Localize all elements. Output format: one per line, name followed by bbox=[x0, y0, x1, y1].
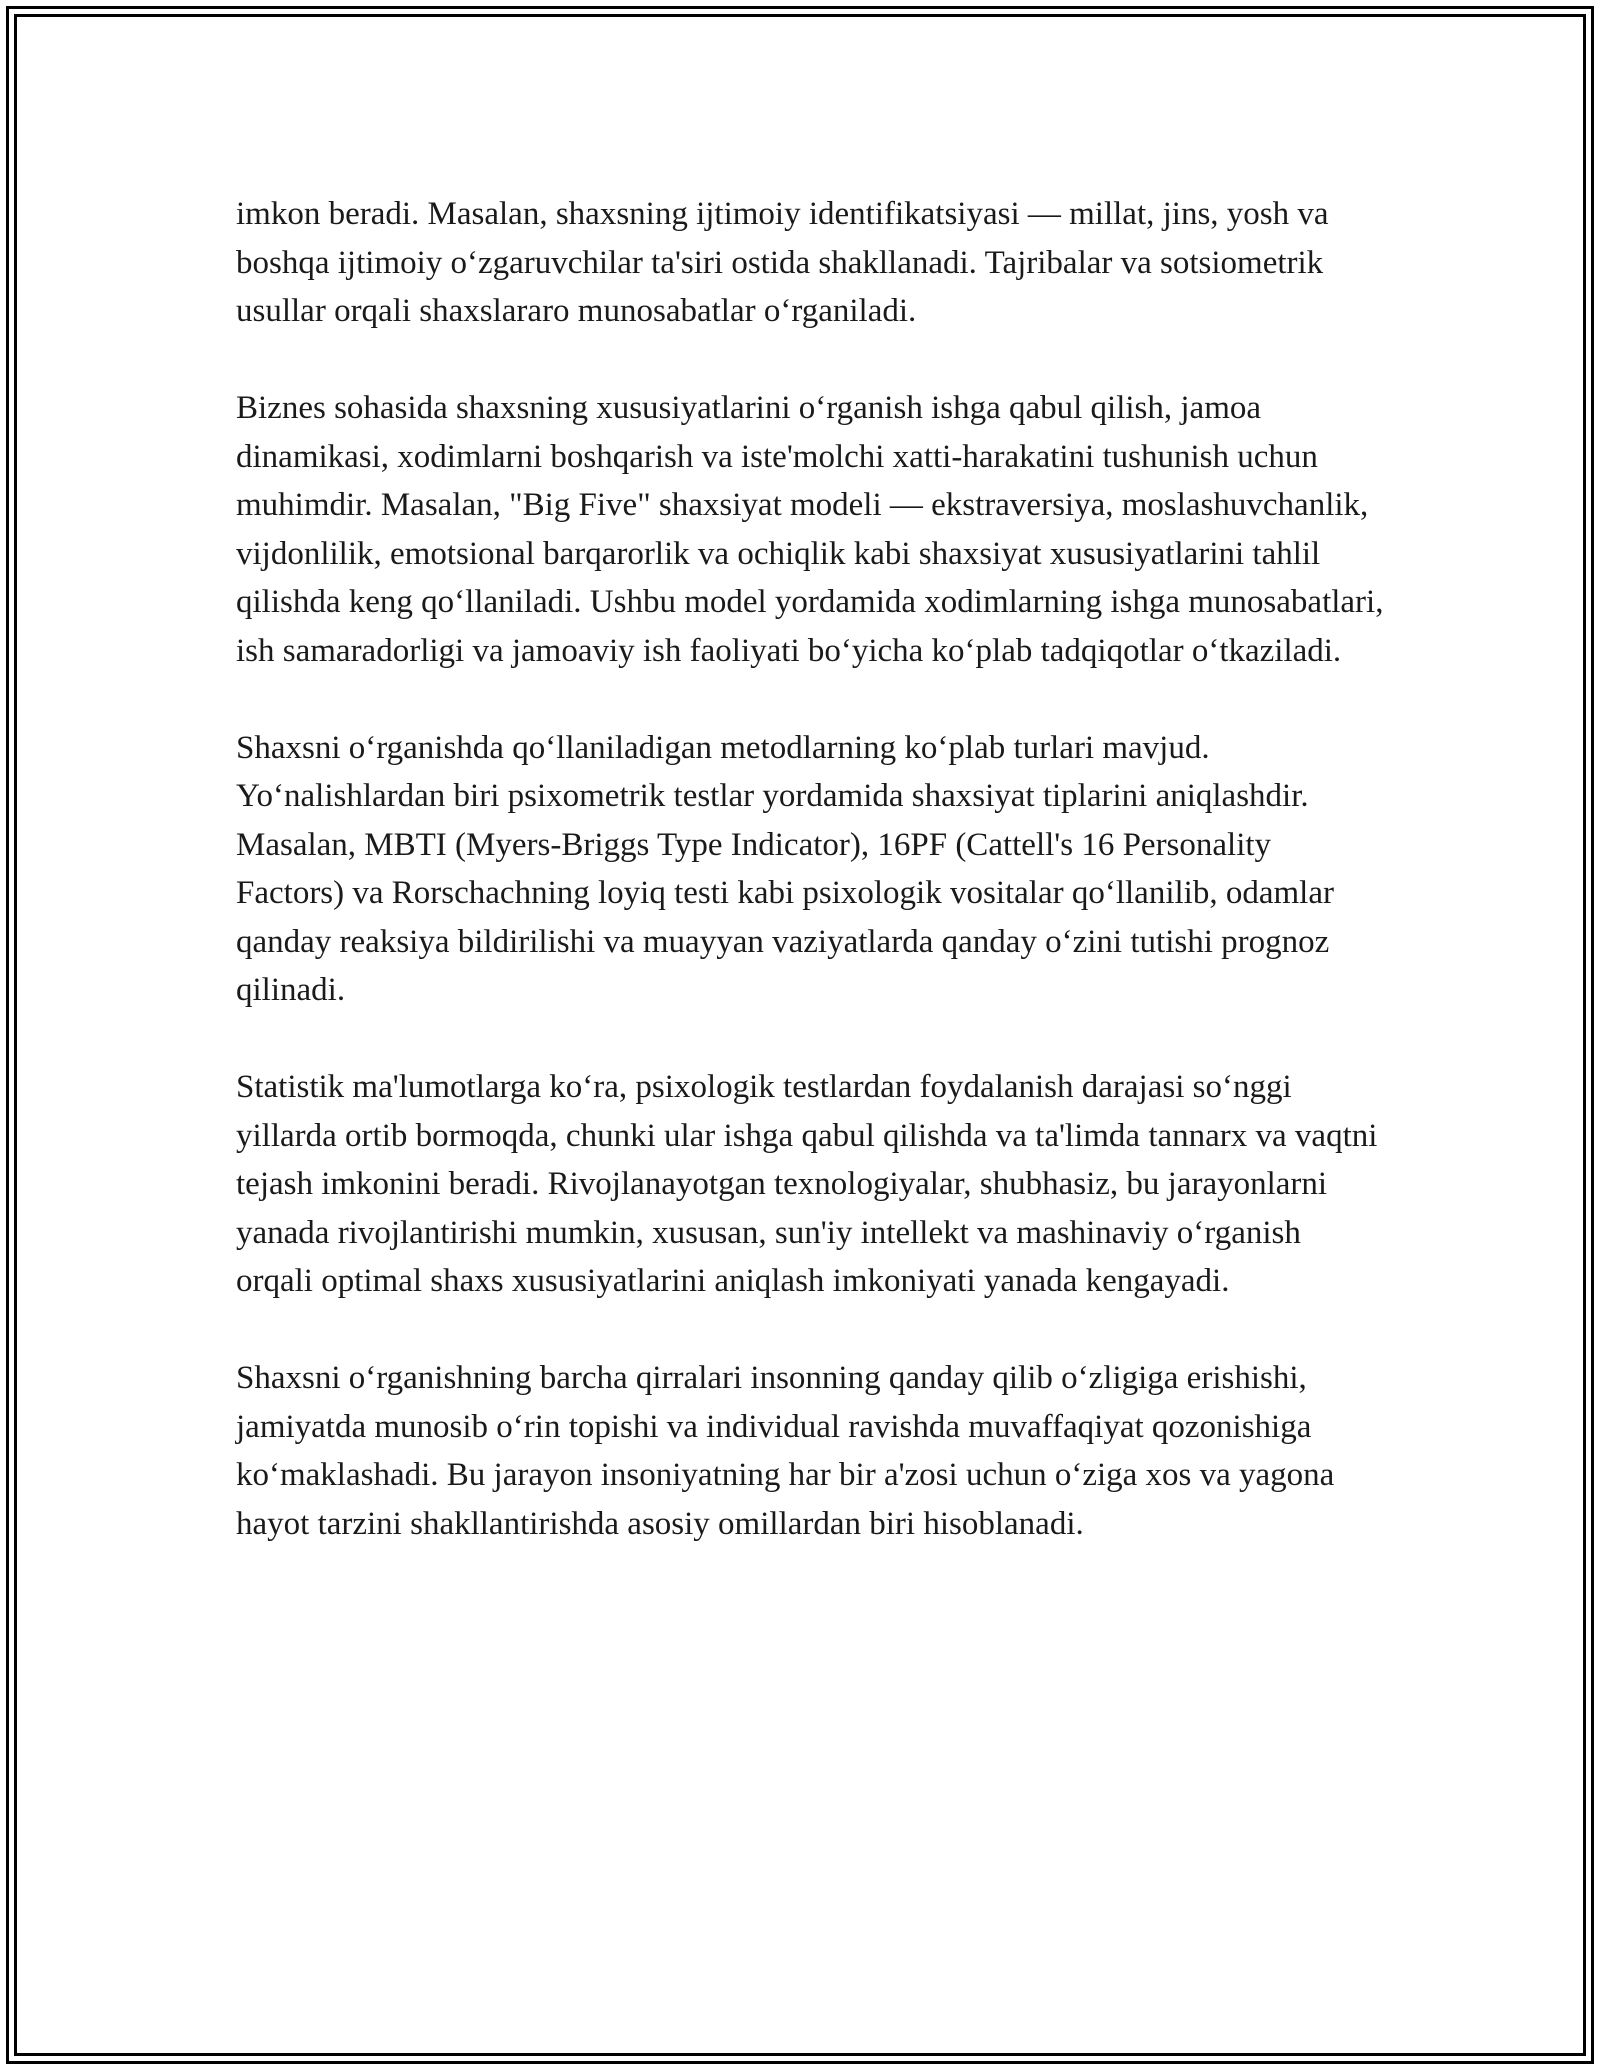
document-body bbox=[236, 190, 1386, 1597]
paragraph-business-big-five: Biznes sohasida shaxsning xususiyatlarini o‘rganish ishga qabul qilish, jamoa dinamikasi, xodimlarni boshqarish va iste'molchi xatti-harakatini tushunish uchun muhimdir. Masalan, "Big Five" shaxsiyat modeli — ekstraversiya, moslashuvchanlik, vijdonlilik, emotsional barqarorlik va ochiqlik kabi shaxsiyat xususiyatlarini tahlil qilishda keng qo‘llaniladi. Ushbu model yordamida xodimlarning ishga munosabatlari, ish samaradorligi va jamoaviy ish faoliyati bo‘yicha ko‘plab tadqiqotlar o‘tkaziladi. bbox=[236, 390, 1384, 669]
paragraph-statistics: Statistik ma'lumotlarga ko‘ra, psixologik testlardan foydalanish darajasi so‘nggi yillarda ortib bormoqda, chunki ular ishga qabul qilishda va ta'limda tannarx va vaqtni tejash imkonini beradi. Rivojlanayotgan texnologiyalar, shubhasiz, bu jarayonlarni yanada rivojlantirishi mumkin, xususan, sun'iy intellekt va mashinaviy o‘rganish orqali optimal shaxs xususiyatlarini aniqlash imkoniyati yanada kengayadi. bbox=[236, 1069, 1378, 1299]
paragraph-study-methods: Shaxsni o‘rganishda qo‘llaniladigan metodlarning ko‘plab turlari mavjud. Yo‘nalishlardan biri psixometrik testlar yordamida shaxsiyat tiplarini aniqlashdir. Masalan, MBTI (Myers-Briggs Type Indicator), 16PF (Cattell's 16 Personality Factors) va Rorschachning loyiq testi kabi psixologik vositalar qo‘llanilib, odamlar qanday reaksiya bildirilishi va muayyan vaziyatlarda qanday o‘zini tutishi prognoz qilinadi. bbox=[236, 729, 1334, 1008]
paragraph-conclusion: Shaxsni o‘rganishning barcha qirralari insonning qanday qilib o‘zligiga erishishi, jamiyatda munosib o‘rin topishi va individual ravishda muvaffaqiyat qozonishiga ko‘maklashadi. Bu jarayon insoniyatning har bir a'zosi uchun o‘ziga xos va yagona hayot tarzini shakllantirishda asosiy omillardan biri hisoblanadi. bbox=[236, 1360, 1335, 1542]
paragraph-social-identity: imkon beradi. Masalan, shaxsning ijtimoiy identifikatsiyasi — millat, jins, yosh va boshqa ijtimoiy o‘zgaruvchilar ta'siri ostida shakllanadi. Tajribalar va sotsiometrik usullar orqali shaxslararo munosabatlar o‘rganiladi. bbox=[236, 196, 1329, 329]
